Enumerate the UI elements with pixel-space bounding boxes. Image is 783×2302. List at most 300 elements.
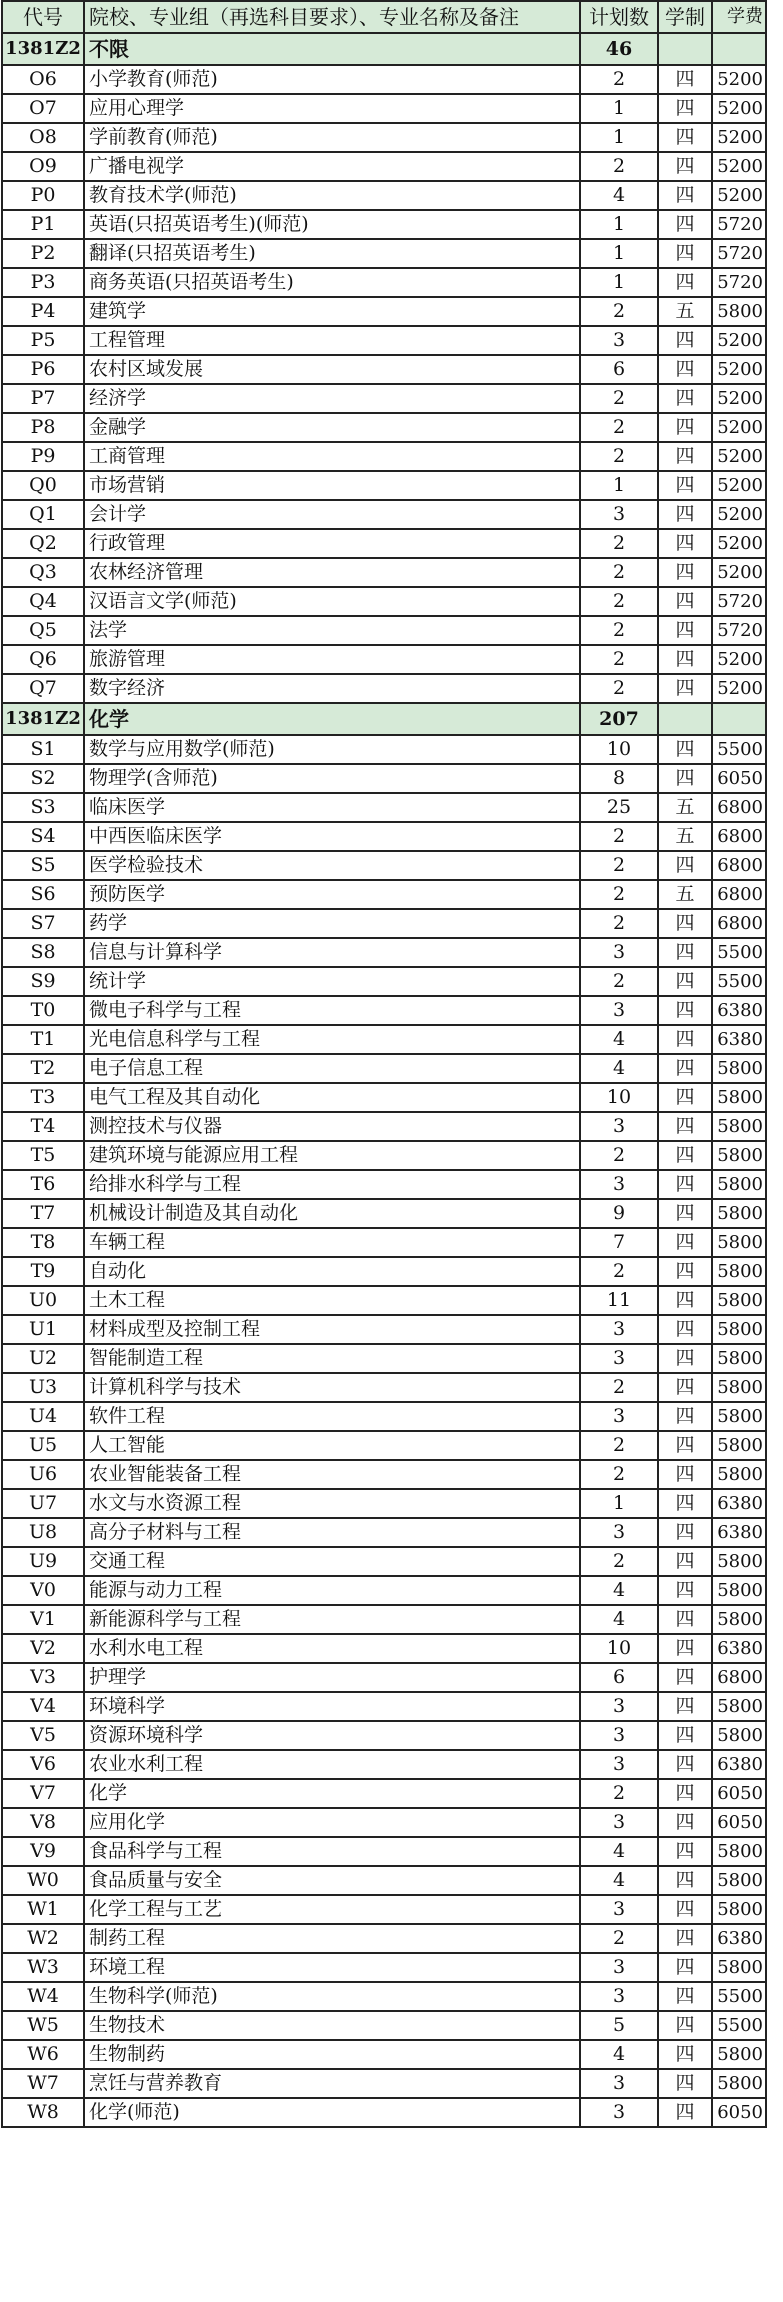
study-years: 四: [658, 1199, 712, 1228]
study-years: 四: [658, 1518, 712, 1547]
major-code: T9: [2, 1257, 84, 1286]
tuition-fee: 5800: [712, 1605, 766, 1634]
plan-count: 7: [580, 1228, 658, 1257]
tuition-fee: 5720: [712, 210, 766, 239]
major-code: V1: [2, 1605, 84, 1634]
plan-count: 25: [580, 793, 658, 822]
major-code: S1: [2, 735, 84, 764]
major-code: Q5: [2, 616, 84, 645]
major-name: 物理学(含师范): [84, 764, 580, 793]
study-years: 四: [658, 764, 712, 793]
study-years: 四: [658, 1924, 712, 1953]
tuition-fee: 5800: [712, 1344, 766, 1373]
major-code: P1: [2, 210, 84, 239]
major-name: 机械设计制造及其自动化: [84, 1199, 580, 1228]
study-years: 四: [658, 1547, 712, 1576]
plan-count: 10: [580, 1634, 658, 1663]
table-row: [2, 384, 766, 413]
table-row: [2, 996, 766, 1025]
major-name: 教育技术学(师范): [84, 181, 580, 210]
plan-count: 2: [580, 1257, 658, 1286]
tuition-fee: 5200: [712, 384, 766, 413]
tuition-fee: 5800: [712, 297, 766, 326]
study-years: 四: [658, 2040, 712, 2069]
table-row: [2, 735, 766, 764]
table-row: [2, 1779, 766, 1808]
major-name: 材料成型及控制工程: [84, 1315, 580, 1344]
study-years: 五: [658, 822, 712, 851]
study-years: 四: [658, 94, 712, 123]
major-code: S6: [2, 880, 84, 909]
study-years: 四: [658, 413, 712, 442]
major-name: 行政管理: [84, 529, 580, 558]
plan-count: 1: [580, 239, 658, 268]
major-code: S3: [2, 793, 84, 822]
major-name: 能源与动力工程: [84, 1576, 580, 1605]
plan-count: 2: [580, 822, 658, 851]
tuition-fee: 6800: [712, 822, 766, 851]
study-years: 四: [658, 1228, 712, 1257]
study-years: 四: [658, 1373, 712, 1402]
tuition-fee: 5500: [712, 1982, 766, 2011]
plan-count: 4: [580, 1576, 658, 1605]
table-row: [2, 1025, 766, 1054]
study-years: 四: [658, 967, 712, 996]
major-name: 测控技术与仪器: [84, 1112, 580, 1141]
study-years: 四: [658, 181, 712, 210]
tuition-fee: 5800: [712, 1953, 766, 1982]
major-code: U3: [2, 1373, 84, 1402]
table-row: [2, 529, 766, 558]
major-code: Q3: [2, 558, 84, 587]
plan-count: 4: [580, 1837, 658, 1866]
table-row: [2, 2011, 766, 2040]
plan-count: 2: [580, 645, 658, 674]
plan-count: 2: [580, 967, 658, 996]
table-row: [2, 326, 766, 355]
study-years: 四: [658, 442, 712, 471]
study-years: 四: [658, 529, 712, 558]
plan-count: 2: [580, 616, 658, 645]
table-row: [2, 1112, 766, 1141]
major-name: 水文与水资源工程: [84, 1489, 580, 1518]
plan-count: 3: [580, 2069, 658, 2098]
major-code: U5: [2, 1431, 84, 1460]
study-years: 四: [658, 152, 712, 181]
study-years: 四: [658, 2069, 712, 2098]
major-code: S5: [2, 851, 84, 880]
group-row: [2, 703, 766, 735]
table-row: [2, 268, 766, 297]
table-row: [2, 1692, 766, 1721]
major-name: 制药工程: [84, 1924, 580, 1953]
major-code: P4: [2, 297, 84, 326]
header-fee: 学费: [712, 1, 766, 33]
major-name: 农村区域发展: [84, 355, 580, 384]
major-code: P9: [2, 442, 84, 471]
table-row: [2, 793, 766, 822]
tuition-fee: 5800: [712, 1170, 766, 1199]
tuition-fee: 5800: [712, 1547, 766, 1576]
tuition-fee: 5800: [712, 1112, 766, 1141]
major-code: S7: [2, 909, 84, 938]
table-row: [2, 442, 766, 471]
plan-count: 1: [580, 268, 658, 297]
major-name: 生物制药: [84, 2040, 580, 2069]
plan-count: 3: [580, 1518, 658, 1547]
tuition-fee: 5500: [712, 967, 766, 996]
plan-count: 2: [580, 909, 658, 938]
plan-count: 3: [580, 1953, 658, 1982]
plan-count: 3: [580, 1721, 658, 1750]
major-name: 商务英语(只招英语考生): [84, 268, 580, 297]
study-years: 四: [658, 909, 712, 938]
major-name: 会计学: [84, 500, 580, 529]
table-row: [2, 152, 766, 181]
table-row: [2, 2098, 766, 2127]
major-name: 农业智能装备工程: [84, 1460, 580, 1489]
tuition-fee: 5200: [712, 326, 766, 355]
tuition-fee: 5200: [712, 558, 766, 587]
tuition-fee: 6380: [712, 996, 766, 1025]
tuition-fee: 5200: [712, 529, 766, 558]
major-name: 计算机科学与技术: [84, 1373, 580, 1402]
group-code: 1381Z2: [2, 33, 84, 65]
major-code: V6: [2, 1750, 84, 1779]
table-row: [2, 1315, 766, 1344]
study-years: 四: [658, 674, 712, 703]
plan-count: 3: [580, 1402, 658, 1431]
major-name: 金融学: [84, 413, 580, 442]
study-years: 四: [658, 268, 712, 297]
table-row: [2, 880, 766, 909]
major-code: Q2: [2, 529, 84, 558]
major-name: 生物科学(师范): [84, 1982, 580, 2011]
major-name: 工程管理: [84, 326, 580, 355]
plan-count: 3: [580, 1808, 658, 1837]
plan-count: 2: [580, 442, 658, 471]
study-years: 四: [658, 1808, 712, 1837]
plan-count: 3: [580, 1112, 658, 1141]
major-name: 食品科学与工程: [84, 1837, 580, 1866]
study-years: 四: [658, 558, 712, 587]
study-years: 四: [658, 1025, 712, 1054]
tuition-fee: 6380: [712, 1518, 766, 1547]
major-code: U7: [2, 1489, 84, 1518]
tuition-fee: 6050: [712, 764, 766, 793]
tuition-fee: 5720: [712, 268, 766, 297]
major-name: 微电子科学与工程: [84, 996, 580, 1025]
header-code: 代号: [2, 1, 84, 33]
plan-count: 2: [580, 558, 658, 587]
table-row: [2, 1547, 766, 1576]
plan-count: 4: [580, 181, 658, 210]
major-code: W5: [2, 2011, 84, 2040]
major-code: V5: [2, 1721, 84, 1750]
plan-count: 2: [580, 1779, 658, 1808]
major-name: 建筑环境与能源应用工程: [84, 1141, 580, 1170]
tuition-fee: 5800: [712, 1721, 766, 1750]
plan-count: 10: [580, 1083, 658, 1112]
plan-count: 2: [580, 674, 658, 703]
major-code: T2: [2, 1054, 84, 1083]
major-code: S4: [2, 822, 84, 851]
group-name: 化学: [84, 703, 580, 735]
study-years: 四: [658, 123, 712, 152]
study-years: 四: [658, 1750, 712, 1779]
tuition-fee: 5800: [712, 1402, 766, 1431]
major-code: Q7: [2, 674, 84, 703]
tuition-fee: 5800: [712, 1228, 766, 1257]
plan-count: 8: [580, 764, 658, 793]
tuition-fee: 5800: [712, 1576, 766, 1605]
major-code: O8: [2, 123, 84, 152]
group-code: 1381Z2: [2, 703, 84, 735]
major-name: 化学: [84, 1779, 580, 1808]
plan-count: 2: [580, 384, 658, 413]
plan-count: 6: [580, 1663, 658, 1692]
table-row: [2, 1083, 766, 1112]
table-row: [2, 938, 766, 967]
major-name: 资源环境科学: [84, 1721, 580, 1750]
tuition-fee: 5200: [712, 94, 766, 123]
table-row: [2, 1431, 766, 1460]
major-code: U2: [2, 1344, 84, 1373]
major-code: U0: [2, 1286, 84, 1315]
major-name: 临床医学: [84, 793, 580, 822]
group-plan: 207: [580, 703, 658, 735]
tuition-fee: 5720: [712, 587, 766, 616]
major-code: O9: [2, 152, 84, 181]
tuition-fee: 6800: [712, 793, 766, 822]
major-code: T6: [2, 1170, 84, 1199]
table-row: [2, 1518, 766, 1547]
plan-count: 2: [580, 1431, 658, 1460]
major-code: U1: [2, 1315, 84, 1344]
study-years: 四: [658, 1634, 712, 1663]
plan-count: 4: [580, 2040, 658, 2069]
tuition-fee: 5800: [712, 1054, 766, 1083]
table-row: [2, 1141, 766, 1170]
plan-count: 1: [580, 471, 658, 500]
table-row: [2, 355, 766, 384]
table-row: [2, 1837, 766, 1866]
study-years: 四: [658, 1779, 712, 1808]
table-row: [2, 94, 766, 123]
major-code: U9: [2, 1547, 84, 1576]
major-code: P2: [2, 239, 84, 268]
table-row: [2, 65, 766, 94]
tuition-fee: 6380: [712, 1489, 766, 1518]
major-code: P6: [2, 355, 84, 384]
plan-count: 2: [580, 880, 658, 909]
tuition-fee: 6050: [712, 2098, 766, 2127]
group-name: 不限: [84, 33, 580, 65]
study-years: 四: [658, 1315, 712, 1344]
major-name: 烹饪与营养教育: [84, 2069, 580, 2098]
table-row: [2, 645, 766, 674]
plan-count: 9: [580, 1199, 658, 1228]
table-row: [2, 1721, 766, 1750]
tuition-fee: 5800: [712, 1199, 766, 1228]
major-code: U6: [2, 1460, 84, 1489]
table-row: [2, 471, 766, 500]
tuition-fee: 5800: [712, 1083, 766, 1112]
table-row: [2, 1344, 766, 1373]
plan-count: 3: [580, 326, 658, 355]
major-name: 光电信息科学与工程: [84, 1025, 580, 1054]
table-row: [2, 1054, 766, 1083]
major-name: 交通工程: [84, 1547, 580, 1576]
study-years: 四: [658, 1054, 712, 1083]
tuition-fee: 6380: [712, 1750, 766, 1779]
plan-count: 2: [580, 851, 658, 880]
table-row: [2, 297, 766, 326]
major-code: S2: [2, 764, 84, 793]
major-name: 护理学: [84, 1663, 580, 1692]
major-name: 市场营销: [84, 471, 580, 500]
study-years: 四: [658, 1895, 712, 1924]
major-code: O7: [2, 94, 84, 123]
tuition-fee: 5800: [712, 1895, 766, 1924]
major-code: O6: [2, 65, 84, 94]
header-years: 学制: [658, 1, 712, 33]
plan-count: 4: [580, 1025, 658, 1054]
study-years: 四: [658, 1344, 712, 1373]
plan-count: 2: [580, 413, 658, 442]
major-name: 电气工程及其自动化: [84, 1083, 580, 1112]
tuition-fee: 5200: [712, 471, 766, 500]
tuition-fee: 5720: [712, 616, 766, 645]
plan-count: 3: [580, 500, 658, 529]
major-code: U8: [2, 1518, 84, 1547]
group-years-empty: [658, 703, 712, 735]
plan-count: 3: [580, 1750, 658, 1779]
major-code: V9: [2, 1837, 84, 1866]
study-years: 四: [658, 326, 712, 355]
tuition-fee: 5200: [712, 181, 766, 210]
table-row: [2, 1924, 766, 1953]
major-name: 统计学: [84, 967, 580, 996]
plan-count: 2: [580, 1924, 658, 1953]
tuition-fee: 5800: [712, 1692, 766, 1721]
tuition-fee: 5200: [712, 500, 766, 529]
major-code: S8: [2, 938, 84, 967]
major-name: 经济学: [84, 384, 580, 413]
tuition-fee: 5500: [712, 938, 766, 967]
study-years: 四: [658, 851, 712, 880]
major-code: T8: [2, 1228, 84, 1257]
major-name: 农业水利工程: [84, 1750, 580, 1779]
major-name: 智能制造工程: [84, 1344, 580, 1373]
major-name: 翻译(只招英语考生): [84, 239, 580, 268]
tuition-fee: 6050: [712, 1808, 766, 1837]
plan-count: 2: [580, 1141, 658, 1170]
table-row: [2, 1286, 766, 1315]
major-name: 生物技术: [84, 2011, 580, 2040]
plan-count: 1: [580, 123, 658, 152]
major-code: T1: [2, 1025, 84, 1054]
table-row: [2, 2069, 766, 2098]
table-row: [2, 1634, 766, 1663]
table-row: [2, 1576, 766, 1605]
table-row: [2, 1199, 766, 1228]
major-name: 旅游管理: [84, 645, 580, 674]
plan-count: 2: [580, 297, 658, 326]
table-row: [2, 587, 766, 616]
major-name: 数学与应用数学(师范): [84, 735, 580, 764]
major-name: 建筑学: [84, 297, 580, 326]
plan-count: 3: [580, 1170, 658, 1199]
study-years: 四: [658, 1083, 712, 1112]
plan-count: 1: [580, 94, 658, 123]
major-name: 新能源科学与工程: [84, 1605, 580, 1634]
table-row: [2, 909, 766, 938]
table-row: [2, 822, 766, 851]
plan-count: 1: [580, 210, 658, 239]
major-code: P0: [2, 181, 84, 210]
enrollment-plan-table: [1, 0, 767, 2128]
study-years: 四: [658, 1605, 712, 1634]
major-name: 应用心理学: [84, 94, 580, 123]
plan-count: 2: [580, 1460, 658, 1489]
study-years: 四: [658, 239, 712, 268]
plan-count: 10: [580, 735, 658, 764]
table-row: [2, 851, 766, 880]
table-row: [2, 1402, 766, 1431]
major-name: 高分子材料与工程: [84, 1518, 580, 1547]
plan-count: 6: [580, 355, 658, 384]
major-code: V2: [2, 1634, 84, 1663]
study-years: 四: [658, 210, 712, 239]
study-years: 四: [658, 1866, 712, 1895]
plan-count: 3: [580, 1315, 658, 1344]
table-row: [2, 674, 766, 703]
major-code: P7: [2, 384, 84, 413]
study-years: 四: [658, 1112, 712, 1141]
study-years: 四: [658, 938, 712, 967]
table-row: [2, 2040, 766, 2069]
study-years: 四: [658, 735, 712, 764]
table-row: [2, 500, 766, 529]
major-code: W6: [2, 2040, 84, 2069]
study-years: 四: [658, 355, 712, 384]
table-row: [2, 616, 766, 645]
table-row: [2, 123, 766, 152]
major-name: 应用化学: [84, 1808, 580, 1837]
table-row: [2, 1895, 766, 1924]
major-name: 广播电视学: [84, 152, 580, 181]
study-years: 四: [658, 1721, 712, 1750]
plan-count: 2: [580, 529, 658, 558]
major-name: 软件工程: [84, 1402, 580, 1431]
major-name: 环境科学: [84, 1692, 580, 1721]
study-years: 五: [658, 297, 712, 326]
tuition-fee: 5200: [712, 65, 766, 94]
major-name: 电子信息工程: [84, 1054, 580, 1083]
table-row: [2, 1953, 766, 1982]
table-row: [2, 1373, 766, 1402]
table-row: [2, 1866, 766, 1895]
major-code: W1: [2, 1895, 84, 1924]
study-years: 四: [658, 2098, 712, 2127]
tuition-fee: 5200: [712, 355, 766, 384]
tuition-fee: 6380: [712, 1634, 766, 1663]
tuition-fee: 5800: [712, 1141, 766, 1170]
plan-count: 3: [580, 1895, 658, 1924]
plan-count: 3: [580, 1692, 658, 1721]
study-years: 四: [658, 645, 712, 674]
